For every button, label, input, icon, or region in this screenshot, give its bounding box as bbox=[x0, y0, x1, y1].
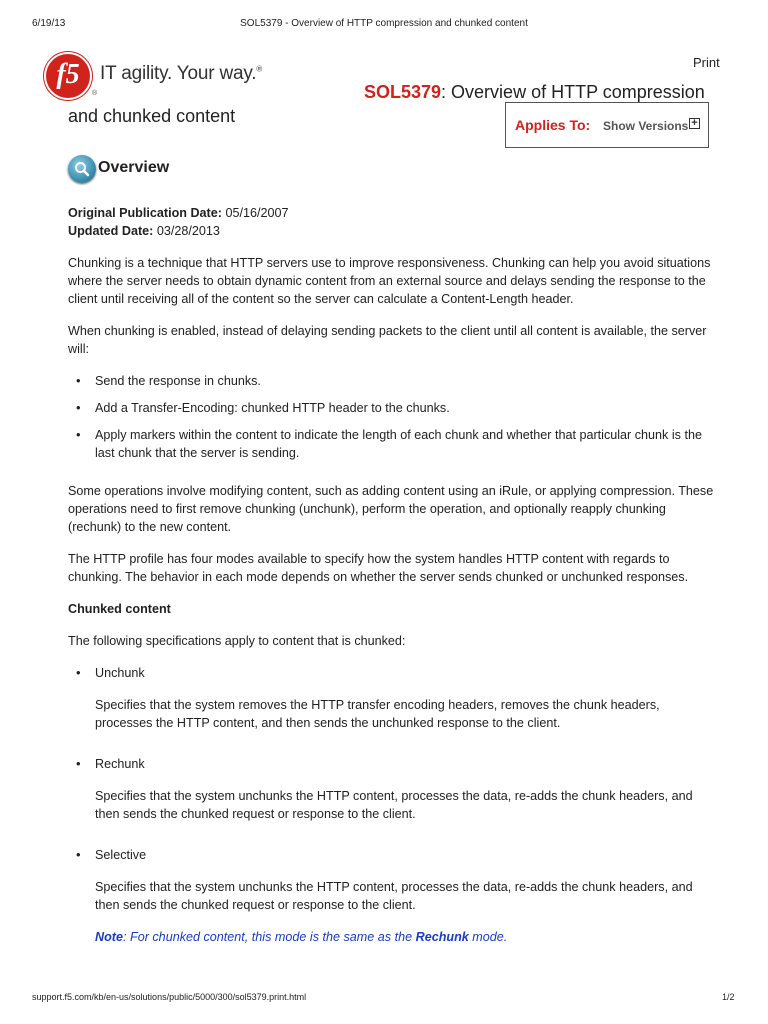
updated-date bbox=[68, 222, 718, 240]
article-title bbox=[364, 82, 705, 103]
show-versions-link[interactable]: Show Versions bbox=[603, 119, 689, 133]
mode-description: Specifies that the system unchunks the HTTP content, processes the data, re-adds the chunk headers, and then sends the chunked request or response to the client. bbox=[95, 789, 693, 821]
original-date-value: 05/16/2007 bbox=[225, 206, 289, 220]
original-date-label: Original Publication Date: bbox=[68, 206, 222, 220]
print-header-title: SOL5379 - Overview of HTTP compression and chunked content bbox=[240, 18, 528, 29]
selective-mode-note bbox=[95, 928, 718, 946]
paragraph-chunked-specs: The following specifications apply to content that is chunked: bbox=[68, 634, 406, 648]
magnifier-icon bbox=[68, 155, 96, 183]
chunked-content-subheading: Chunked content bbox=[68, 602, 171, 616]
logo-tagline bbox=[100, 63, 262, 85]
print-footer-url: support.f5.com/kb/en-us/solutions/public/5000/300/sol5379.print.html bbox=[32, 992, 307, 1002]
article-id: SOL5379 bbox=[364, 82, 442, 102]
note-mode-name: Rechunk bbox=[415, 930, 469, 944]
mode-name: • Selective bbox=[95, 848, 147, 862]
list-item: • Apply markers within the content to indicate the length of each chunk and whether that particular chunk is the last chunk that the server is sending. bbox=[68, 426, 718, 462]
tagline-registered-mark: ® bbox=[256, 64, 263, 74]
print-link[interactable]: Print bbox=[693, 55, 720, 70]
paragraph-operations: Some operations involve modifying content, such as adding content using an iRule, or applying compression. These operations need to first remove chunking (unchunk), perform the operation, and optionally reapply chunking (rechunk) to the new content. bbox=[68, 484, 714, 534]
article-title-part1: : Overview of HTTP compression bbox=[441, 82, 705, 102]
original-publication-date bbox=[68, 204, 718, 222]
f5-logo-mark: f5 bbox=[46, 54, 90, 98]
note-text-after: mode. bbox=[468, 930, 508, 944]
chunking-behavior-list bbox=[68, 372, 718, 462]
paragraph-chunking-enabled: When chunking is enabled, instead of delaying sending packets to the client until all content is available, the server will: bbox=[68, 324, 707, 356]
plus-box-icon[interactable]: + bbox=[689, 118, 700, 129]
updated-date-value: 03/28/2013 bbox=[156, 224, 220, 238]
print-header-date: 6/19/13 bbox=[32, 18, 66, 29]
mode-name: • Unchunk bbox=[95, 666, 145, 680]
paragraph-chunking-intro: Chunking is a technique that HTTP servers use to improve responsiveness. Chunking can help you avoid situations where the server needs to obtain dynamic content from an external source and delays sending the response to the client until receiving all of the content so the server can calculate a Content-Length header. bbox=[68, 256, 711, 306]
article-body bbox=[68, 204, 718, 946]
article-title-part2: and chunked content bbox=[68, 106, 236, 126]
logo-registered-mark: ® bbox=[92, 90, 98, 97]
list-item-selective bbox=[68, 846, 718, 946]
mode-description: Specifies that the system unchunks the HTTP content, processes the data, re-adds the chunk headers, and then sends the chunked request or response to the client. bbox=[95, 880, 693, 912]
list-item: • Add a Transfer-Encoding: chunked HTTP header to the chunks. bbox=[68, 399, 718, 417]
note-text-before: : For chunked content, this mode is the same as the bbox=[123, 930, 416, 944]
list-item-unchunk bbox=[68, 664, 718, 732]
chunked-modes-list bbox=[68, 664, 718, 946]
applies-to-label: Applies To: bbox=[515, 117, 591, 133]
applies-to-box bbox=[505, 102, 709, 148]
mode-description: Specifies that the system removes the HTTP transfer encoding headers, removes the chunk headers, processes the HTTP content, and then sends the unchunked response to the client. bbox=[95, 698, 660, 730]
print-footer-page-number: 1/2 bbox=[722, 992, 735, 1002]
note-label: Note bbox=[95, 930, 123, 944]
tagline-text: IT agility. Your way. bbox=[100, 63, 257, 84]
updated-date-label: Updated Date: bbox=[68, 224, 154, 238]
f5-logo[interactable] bbox=[46, 50, 286, 100]
mode-name: • Rechunk bbox=[95, 757, 145, 771]
list-item-rechunk bbox=[68, 755, 718, 823]
list-item: • Send the response in chunks. bbox=[68, 372, 718, 390]
overview-heading: Overview bbox=[98, 159, 170, 176]
paragraph-http-profile-modes: The HTTP profile has four modes available to specify how the system handles HTTP content with regards to chunking. The behavior in each mode depends on whether the server sends chunked or unchunked responses. bbox=[68, 552, 689, 584]
